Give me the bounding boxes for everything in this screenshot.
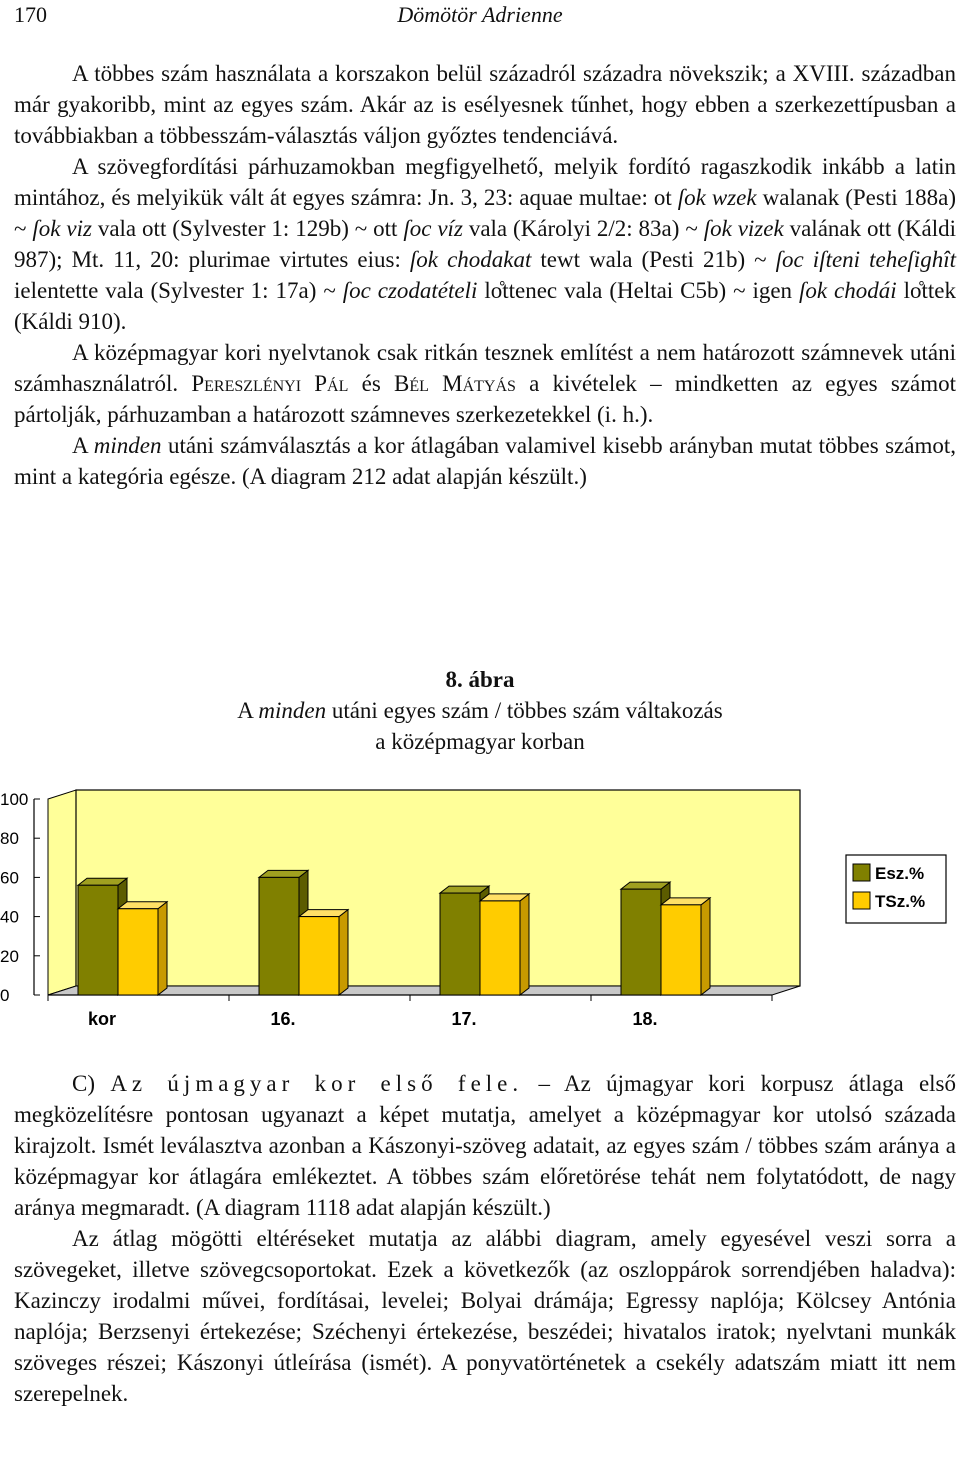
bar-side (701, 898, 710, 995)
bar (78, 885, 118, 995)
bar (661, 905, 701, 995)
bar (440, 893, 480, 995)
bar-top (118, 902, 167, 909)
body-text-bottom (14, 1068, 956, 1409)
running-head-author: Dömötör Adrienne (397, 2, 563, 27)
bar (259, 877, 299, 995)
section-heading: Az újmagyar kor első fele. (110, 1071, 524, 1096)
figure-caption (0, 664, 960, 757)
x-tick-label: 18. (632, 1009, 658, 1029)
page-header (14, 2, 946, 30)
paragraph-translation-parallels: A szövegfordítási párhuzamokban megfigyelhető, melyik fordító ragaszkodik inkább a latin mintához, és melyikük vált át egyes számra: Jn. 3, 23: aquae multae: ot ſok wzek walanak (Pesti 188a) ~ ſok viz vala ott (Sylvester 1: 129b) ~ ott ſoc víz vala (Károlyi 2/2: 83a) ~ ſok vizek valának ott (Káldi 987); Mt. 11, 20: plurimae virtutes eius: ſok chodakat tewt wala (Pesti 21b) ~ ſoc iſteni teheſighît ielentette vala (Sylvester 1: 17a) ~ ſoc czodatételi lo̊ttenec vala (Heltai C5b) ~ igen ſok chodái lo̊ttek (Káldi 910). (14, 154, 956, 334)
legend-label: Esz.% (875, 864, 925, 883)
figure-number: 8. ábra (445, 667, 515, 692)
chart-side-wall (48, 790, 76, 995)
legend-swatch (853, 892, 870, 909)
paragraph-diagram-order: Az átlag mögötti eltéréseket mutatja az alábbi diagram, amely egyesével veszi sorra a szövegeket, illetve szövegcsoportokat. Ezek a következők (az oszloppárok sorrendjében haladva): Kazinczy irodalmi művei, fordításai, levelei; Bolyai drámája; Egressy naplója; Kölcsey Antónia naplója; Berzsenyi értekezése; Széchenyi értekezése, beszédei; hivatalos iratok; nyelvtani munkák szöveges részei; Kászonyi útleírása (ismét). A ponyvatörténetek a csekély adatszám miatt itt nem szerepelnek. (14, 1226, 956, 1406)
section-c-paragraph: C) Az újmagyar kor első fele. – Az újmagyar kori korpusz átlaga első megközelítésre pontosan ugyanazt a képet mutatja, amelyet a középmagyar kor utolsó százada kirajzolt. Ismét leválasztva azonban a Kászonyi-szöveg adatait, az egyes szám / többes szám aránya a középmagyar kor átlagára emlékeztet. A többes szám előretörése tehát nem folytatódott, de nagy aránya megmaradt. (A diagram 1118 adat alapján készült.) (14, 1071, 957, 1220)
y-tick-label: 40 (0, 907, 19, 927)
bar (118, 909, 158, 995)
x-tick-label: kor (87, 1009, 117, 1029)
bar-top (440, 886, 489, 893)
bar-chart (0, 782, 960, 1042)
paragraph-plural-growth: A többes szám használata a korszakon belül századról századra növekszik; a XVIII. században már gyakoribb, mint az egyes szám. Akár az is esélyesnek tűnhet, hogy ebben a szerkezettípusban a továbbiakban a többesszám-választás váljon győztes tendenciává. (14, 61, 956, 148)
figure-title: A minden utáni egyes szám / többes szám váltakozás (237, 698, 723, 723)
legend-label: TSz.% (875, 892, 926, 911)
y-tick-label: 60 (0, 868, 19, 888)
bar-top (661, 898, 710, 905)
y-tick-label: 20 (0, 946, 19, 966)
bar-side (520, 894, 529, 995)
bar-side (339, 910, 348, 995)
page-number: 170 (14, 2, 47, 27)
paragraph-minden: A minden utáni számválasztás a kor átlagában valamivel kisebb arányban mutat többes számot, mint a kategória egésze. (A diagram 212 adat alapján készült.) (14, 433, 957, 489)
body-text-top (14, 58, 956, 492)
y-tick-label: 100 (0, 790, 29, 809)
bar-top (621, 882, 670, 889)
bar-top (259, 870, 308, 877)
figure-title-line2: a középmagyar korban (375, 729, 585, 754)
x-tick-label: 17. (451, 1009, 477, 1029)
y-tick-label: 80 (0, 829, 19, 849)
bar (299, 917, 339, 995)
legend-swatch (853, 864, 870, 881)
bar (621, 889, 661, 995)
x-tick-label: 16. (270, 1009, 296, 1029)
bar-top (480, 894, 529, 901)
bar-top (299, 910, 348, 917)
section-label: C) (72, 1071, 95, 1096)
bar-side (158, 902, 167, 995)
bar (480, 901, 520, 995)
bar-top (78, 878, 127, 885)
y-tick-label: 0 (0, 986, 10, 1005)
paragraph-grammars: A középmagyar kori nyelvtanok csak ritkán tesznek említést a nem határozott számnevek utáni számhasználatról. Pereszlényi Pál és Bél Mátyás a kivételek – mindketten az egyes számot pártolják, párhuzamban a határozott számneves szerkezetekkel (i. h.). (14, 340, 956, 427)
